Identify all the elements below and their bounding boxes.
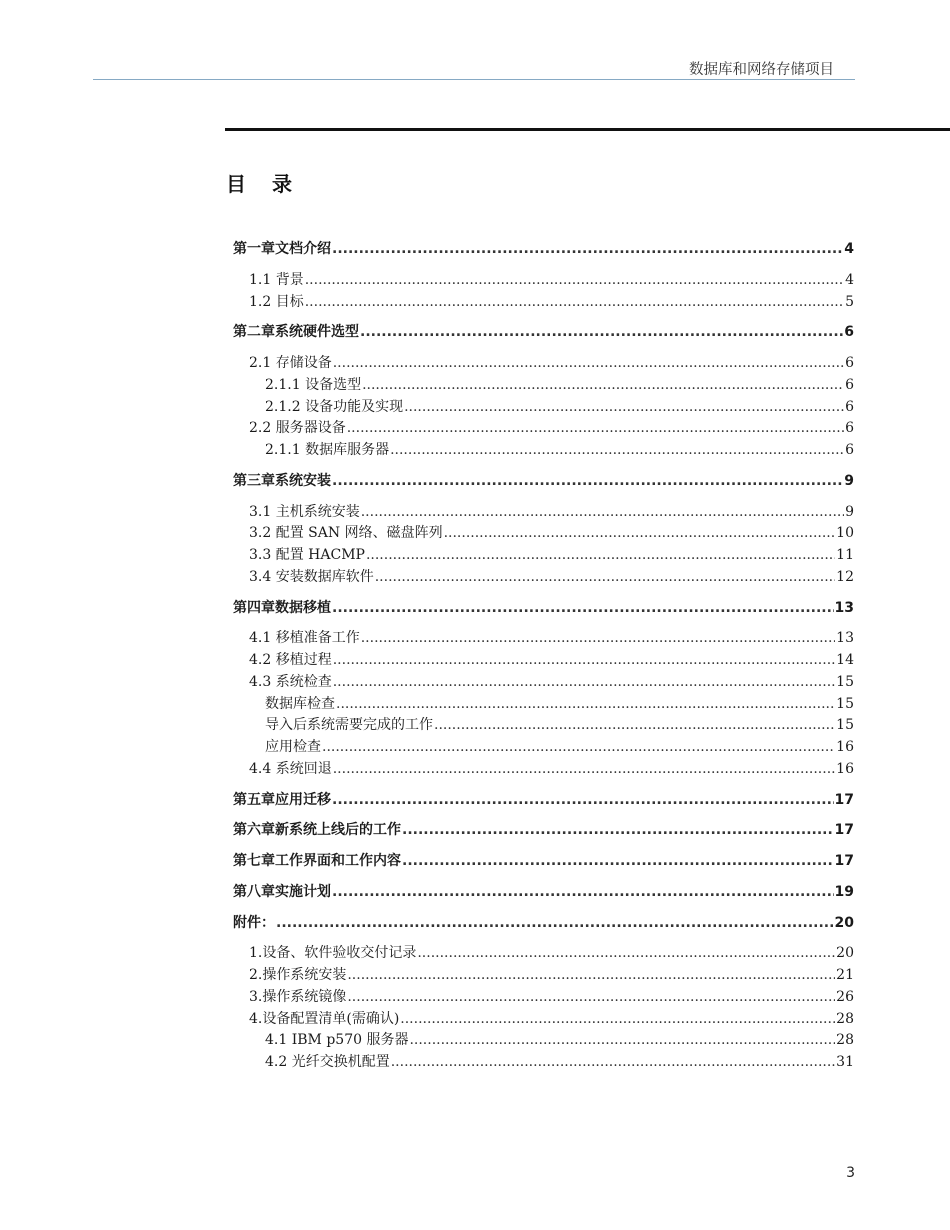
toc-entry[interactable]: [233, 759, 854, 781]
toc-entry-page: 9: [844, 472, 854, 489]
toc-entry[interactable]: [233, 913, 854, 935]
toc-entry[interactable]: [233, 545, 854, 567]
toc-entry[interactable]: [233, 523, 854, 545]
toc-dot-leader: [390, 440, 844, 462]
toc-entry[interactable]: [233, 375, 854, 397]
toc-dot-leader: [402, 820, 834, 842]
toc-entry-page: 6: [844, 324, 854, 341]
page-number: 3: [846, 1165, 855, 1181]
toc-entry[interactable]: [233, 987, 854, 1009]
toc-entry-page: 16: [836, 760, 854, 777]
toc-entry-label: 2.1 存储设备: [249, 355, 332, 371]
toc-entry[interactable]: [233, 502, 854, 524]
header-rule: [93, 79, 855, 80]
toc-entry-label: 4.3 系统检查: [249, 673, 332, 690]
toc-entry-label: 3.1 主机系统安装: [249, 503, 360, 520]
toc-entry[interactable]: [233, 943, 854, 965]
toc-entry-page: 17: [834, 791, 854, 808]
toc-entry[interactable]: [233, 397, 854, 419]
toc-entry[interactable]: [233, 292, 854, 314]
toc-entry-label: 2.1.1 数据库服务器: [265, 442, 390, 458]
toc-entry-page: 17: [834, 822, 854, 839]
toc-dot-leader: [332, 882, 834, 904]
toc-entry-label: 4.2 光纤交换机配置: [265, 1054, 390, 1070]
toc-entry-label: 4.1 移植准备工作: [249, 630, 360, 647]
toc-entry-page: 6: [845, 442, 854, 458]
toc-entry-label: 第二章系统硬件选型: [233, 324, 359, 341]
toc-entry-label: 4.1 IBM p570 服务器: [265, 1032, 409, 1049]
toc-dot-leader: [276, 913, 834, 935]
toc-entry[interactable]: [233, 270, 854, 292]
toc-entry-label: 2.1.2 设备功能及实现: [265, 398, 404, 415]
toc-entry[interactable]: [233, 851, 854, 873]
section-rule: [225, 128, 950, 131]
toc-entry-page: 12: [836, 568, 854, 585]
toc-entry[interactable]: [233, 1052, 854, 1074]
toc-entry-page: 10: [836, 525, 854, 542]
toc-entry[interactable]: [233, 672, 854, 694]
toc-entry[interactable]: [233, 694, 854, 716]
toc-entry-label: 第一章文档介绍: [233, 241, 331, 257]
toc-entry-label: 4.2 移植过程: [249, 652, 332, 668]
toc-entry-page: 31: [836, 1054, 854, 1070]
toc-entry-page: 15: [836, 673, 854, 690]
toc-entry-label: 附件：: [233, 914, 275, 931]
toc-entry[interactable]: [233, 440, 854, 462]
toc-entry[interactable]: [233, 820, 854, 842]
toc-entry-label: 数据库检查: [265, 695, 335, 712]
toc-entry-page: 6: [845, 355, 854, 371]
toc-entry-page: 13: [834, 599, 854, 616]
toc-entry-page: 26: [836, 988, 854, 1005]
toc-entry[interactable]: [233, 650, 854, 672]
toc-entry-page: 16: [836, 739, 854, 755]
toc-entry-page: 6: [845, 420, 854, 437]
toc-dot-leader: [347, 418, 844, 440]
toc-dot-leader: [361, 502, 844, 524]
toc-entry[interactable]: [233, 882, 854, 904]
toc-dot-leader: [305, 270, 844, 292]
toc-dot-leader: [375, 567, 835, 589]
toc-entry[interactable]: [233, 353, 854, 375]
toc-dot-leader: [322, 737, 835, 759]
toc-entry-label: 4.设备配置清单(需确认): [249, 1010, 400, 1027]
toc-entry-page: 6: [845, 376, 854, 393]
toc-entry-page: 13: [836, 630, 854, 647]
toc-entry-label: 第五章应用迁移: [233, 791, 331, 808]
toc-dot-leader: [336, 694, 835, 716]
toc-entry-page: 4: [845, 271, 854, 288]
toc-dot-leader: [409, 1030, 835, 1052]
toc-entry[interactable]: [233, 737, 854, 759]
toc-entry[interactable]: [233, 715, 854, 737]
toc-entry[interactable]: [233, 790, 854, 812]
toc-dot-leader: [400, 1009, 835, 1031]
toc-dot-leader: [332, 471, 843, 493]
toc-entry-label: 3.2 配置 SAN 网络、磁盘阵列: [249, 525, 443, 542]
toc-entry[interactable]: [233, 567, 854, 589]
toc-entry[interactable]: [233, 598, 854, 620]
toc-entry-label: 3.3 配置 HACMP: [249, 547, 365, 563]
toc-entry-page: 17: [834, 853, 854, 869]
toc-entry-page: 11: [836, 547, 854, 563]
toc-dot-leader: [434, 715, 835, 737]
toc-entry-page: 28: [836, 1010, 854, 1027]
toc-entry-label: 第七章工作界面和工作内容: [233, 853, 401, 869]
toc-entry-page: 6: [845, 398, 854, 415]
toc-dot-leader: [444, 523, 836, 545]
toc-entry-page: 21: [836, 967, 854, 983]
toc-entry-page: 19: [834, 883, 854, 900]
toc-entry-label: 第八章实施计划: [233, 883, 331, 900]
toc-entry[interactable]: [233, 1009, 854, 1031]
toc-dot-leader: [332, 790, 834, 812]
toc-dot-leader: [417, 943, 835, 965]
toc-dot-leader: [362, 375, 844, 397]
toc-entry[interactable]: [233, 322, 854, 344]
toc-entry-label: 导入后系统需要完成的工作: [265, 717, 433, 734]
toc-dot-leader: [402, 851, 834, 873]
toc-entry-page: 4: [844, 241, 854, 257]
toc-entry-label: 4.4 系统回退: [249, 760, 332, 777]
toc-entry-label: 第三章系统安装: [233, 472, 331, 489]
toc-entry-page: 20: [836, 945, 854, 962]
toc-dot-leader: [360, 322, 843, 344]
toc-entry-page: 28: [836, 1032, 854, 1049]
toc-dot-leader: [333, 353, 844, 375]
table-of-contents: [233, 239, 854, 1074]
toc-entry-label: 2.1.1 设备选型: [265, 376, 362, 393]
toc-entry-label: 1.1 背景: [249, 271, 304, 288]
toc-entry-page: 9: [845, 503, 854, 520]
toc-dot-leader: [332, 239, 843, 261]
toc-dot-leader: [333, 672, 835, 694]
toc-entry-label: 第六章新系统上线后的工作: [233, 822, 401, 839]
toc-entry-label: 1.设备、软件验收交付记录: [249, 945, 417, 962]
toc-dot-leader: [332, 598, 834, 620]
toc-dot-leader: [347, 987, 835, 1009]
toc-dot-leader: [391, 1052, 835, 1074]
toc-entry[interactable]: [233, 471, 854, 493]
toc-entry-label: 第四章数据移植: [233, 599, 331, 616]
toc-dot-leader: [333, 650, 835, 672]
toc-entry[interactable]: [233, 239, 854, 261]
toc-entry-page: 14: [836, 652, 854, 668]
toc-dot-leader: [366, 545, 835, 567]
toc-dot-leader: [305, 292, 844, 314]
toc-entry-label: 应用检查: [265, 739, 321, 755]
toc-dot-leader: [404, 397, 844, 419]
toc-entry-label: 2.操作系统安装: [249, 967, 347, 983]
toc-title: 目录: [226, 172, 318, 196]
toc-entry-page: 15: [836, 695, 854, 712]
toc-entry-label: 2.2 服务器设备: [249, 420, 346, 437]
toc-dot-leader: [333, 759, 835, 781]
toc-entry[interactable]: [233, 965, 854, 987]
toc-entry-label: 3.4 安装数据库软件: [249, 568, 374, 585]
toc-entry-label: 3.操作系统镜像: [249, 988, 347, 1005]
toc-entry[interactable]: [233, 1030, 854, 1052]
toc-entry-label: 1.2 目标: [249, 293, 304, 310]
toc-dot-leader: [347, 965, 835, 987]
toc-dot-leader: [361, 628, 835, 650]
toc-entry-page: 15: [836, 717, 854, 734]
toc-entry[interactable]: [233, 628, 854, 650]
running-header: 数据库和网络存储项目: [689, 62, 834, 78]
toc-entry[interactable]: [233, 418, 854, 440]
toc-entry-page: 5: [845, 293, 854, 310]
toc-entry-page: 20: [834, 914, 854, 931]
